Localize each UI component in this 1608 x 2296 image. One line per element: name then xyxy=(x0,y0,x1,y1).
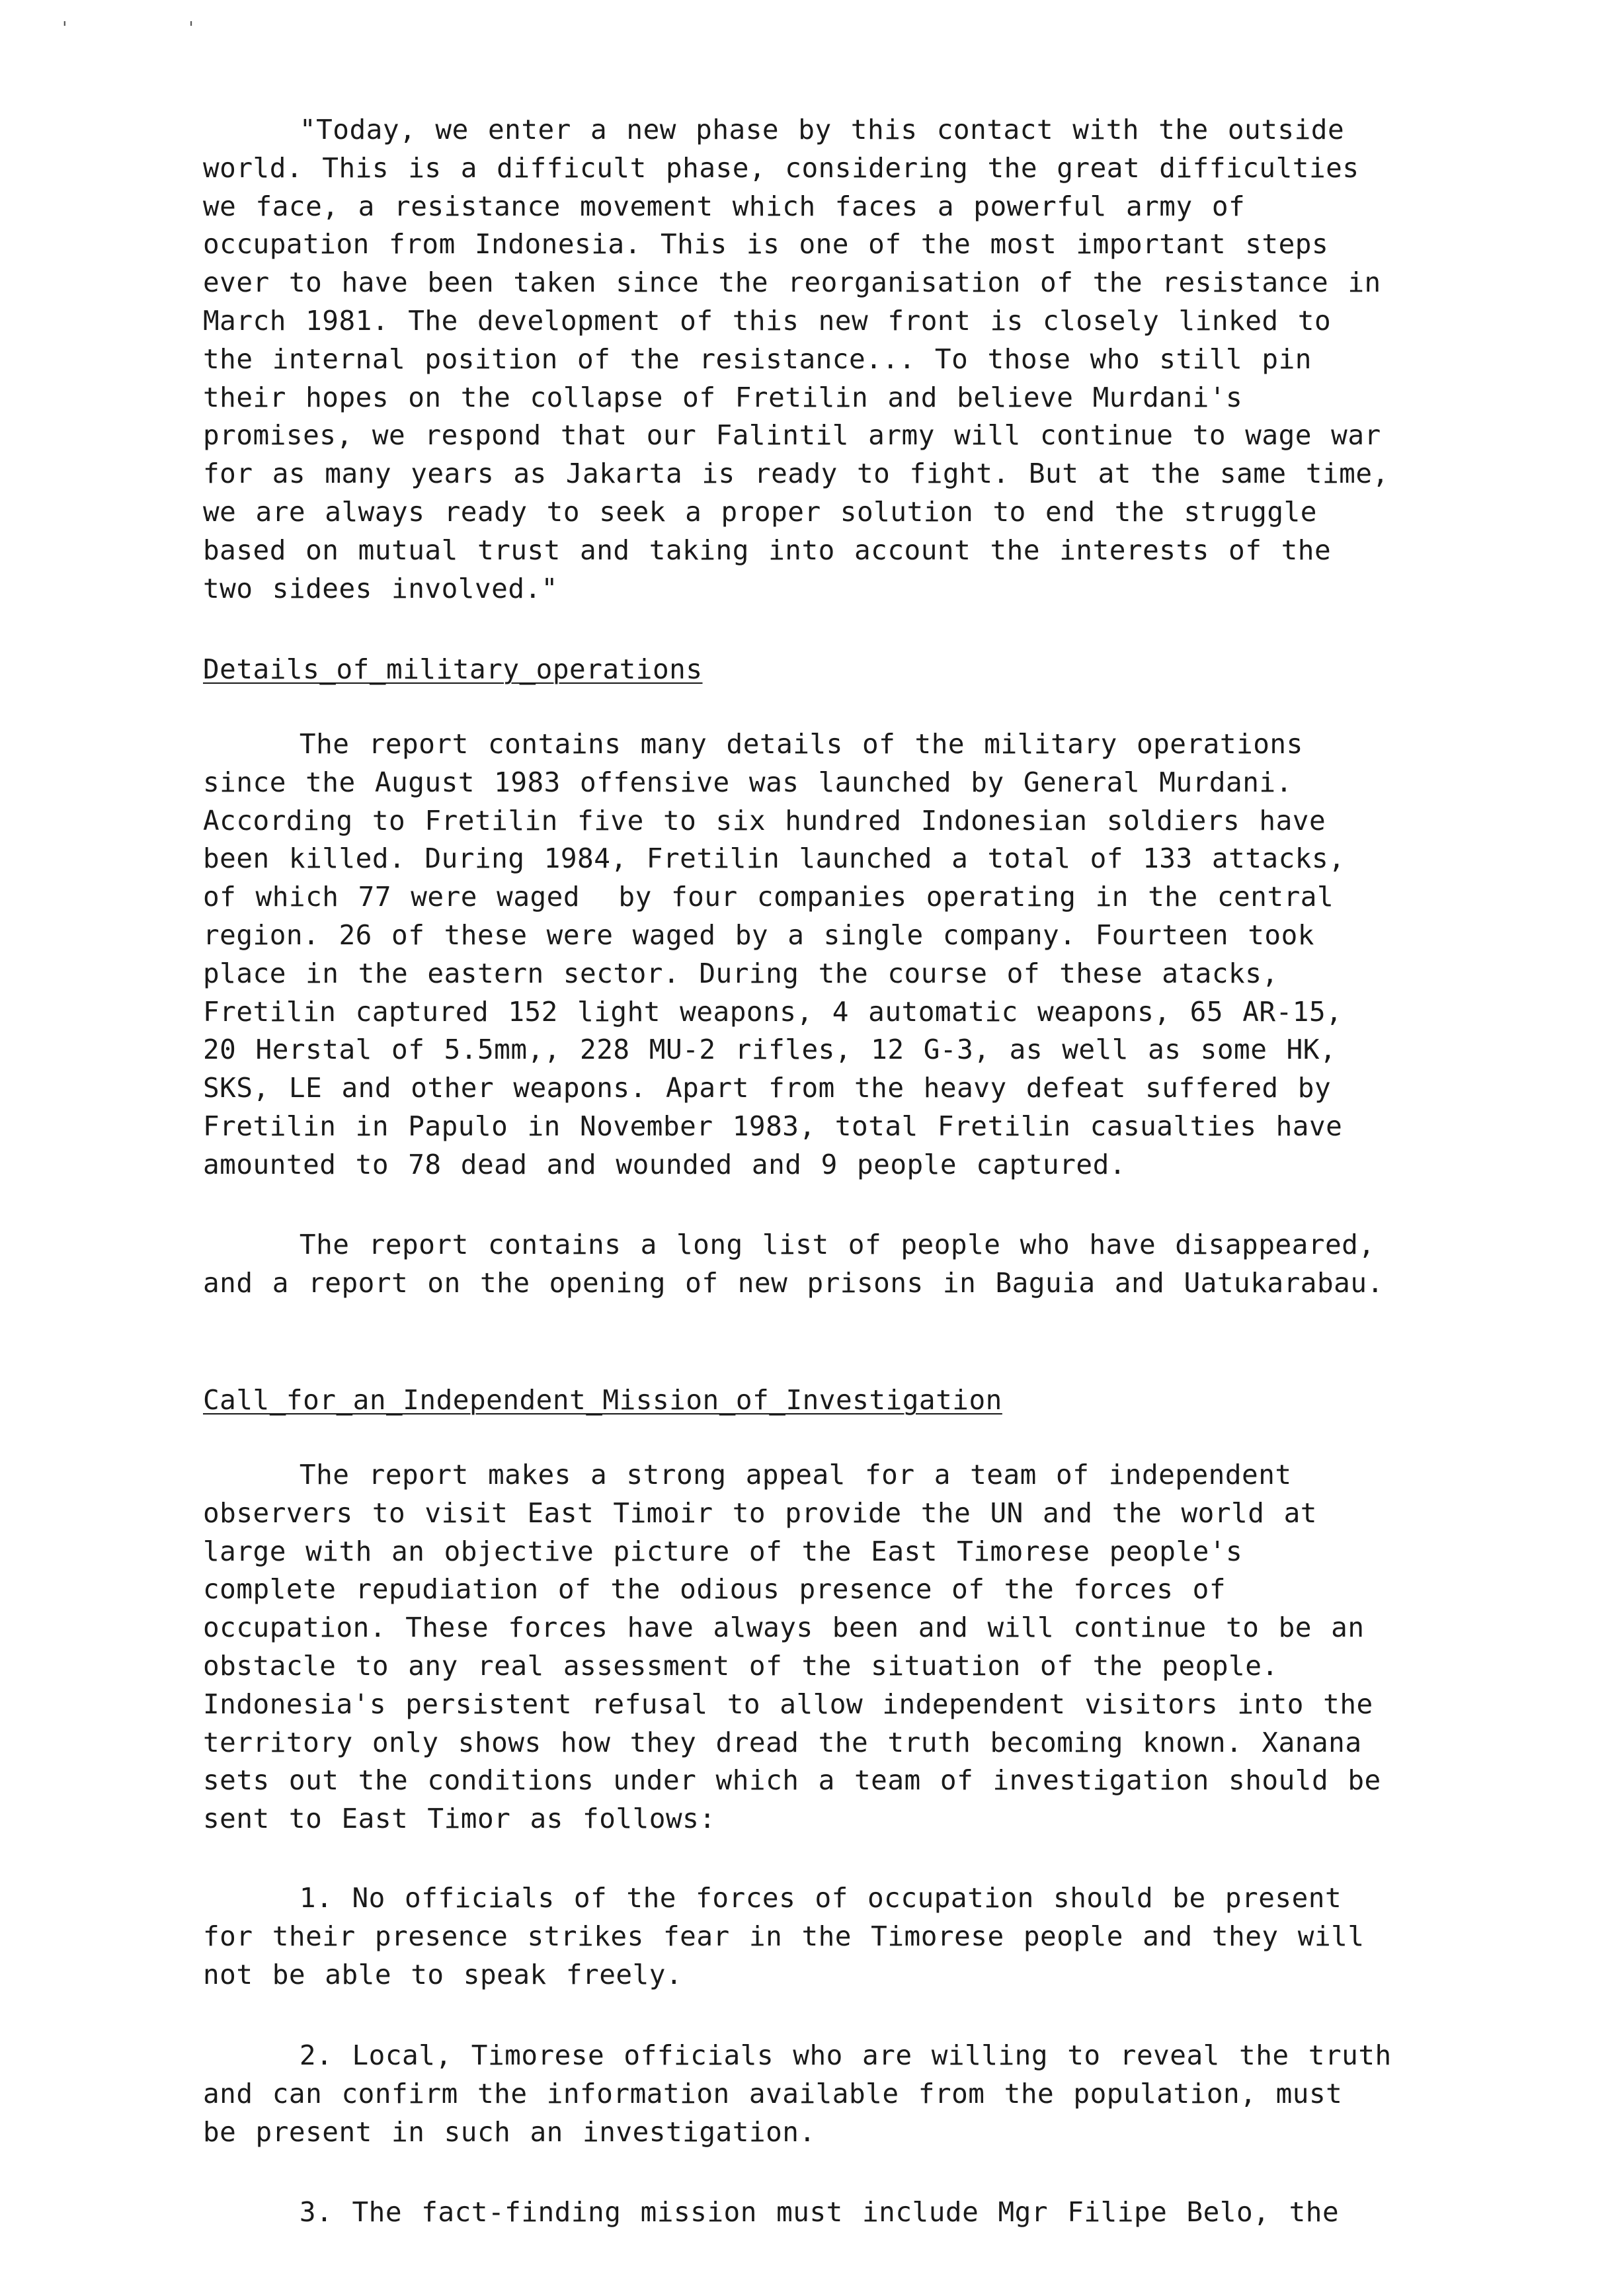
intro-quote-paragraph xyxy=(203,111,1591,608)
text-line: complete repudiation of the odious presence of the forces of xyxy=(203,1573,1226,1606)
text-line: Fretilin in Papulo in November 1983, total Fretilin casualties have xyxy=(203,1110,1343,1142)
text-line: the internal position of the resistance... To those who still pin xyxy=(203,343,1312,375)
text-line: occupation from Indonesia. This is one of the most important steps xyxy=(203,228,1329,261)
text-line: their hopes on the collapse of Fretilin and believe Murdani's xyxy=(203,381,1243,413)
text-line: Indonesia's persistent refusal to allow independent visitors into the xyxy=(203,1688,1373,1720)
text-line: 20 Herstal of 5.5mm,, 228 MU-2 rifles, 12 G-3, as well as some HK, xyxy=(203,1034,1337,1066)
condition-2-paragraph xyxy=(203,2037,1591,2151)
text-line: According to Fretilin five to six hundred Indonesian soldiers have xyxy=(203,804,1326,837)
text-line: sent to East Timor as follows: xyxy=(203,1803,716,1835)
military-operations-paragraph xyxy=(203,725,1591,1184)
text-line: 3. The fact-finding mission must include Mgr Filipe Belo, the xyxy=(203,2196,1340,2228)
text-line: SKS, LE and other weapons. Apart from the heavy defeat suffered by xyxy=(203,1072,1332,1104)
text-line: not be able to speak freely. xyxy=(203,1958,683,1990)
text-line: been killed. During 1984, Fretilin launched a total of 133 attacks, xyxy=(203,842,1346,875)
text-line: amounted to 78 dead and wounded and 9 people captured. xyxy=(203,1148,1126,1180)
text-line: and a report on the opening of new prisons in Baguia and Uatukarabau. xyxy=(203,1266,1384,1299)
text-line: The report contains a long list of people who have disappeared, xyxy=(203,1229,1375,1260)
text-line: March 1981. The development of this new front is closely linked to xyxy=(203,304,1332,337)
text-line: occupation. These forces have always been and will continue to be an xyxy=(203,1612,1365,1644)
text-line: obstacle to any real assessment of the situation of the people. xyxy=(203,1649,1279,1682)
text-line: of which 77 were waged by four companies operating in the central xyxy=(203,881,1334,913)
text-line: large with an objective picture of the East Timorese people's xyxy=(203,1535,1243,1567)
condition-3-paragraph xyxy=(203,2194,1591,2232)
text-line: observers to visit East Timoir to provide the UN and the world at xyxy=(203,1496,1317,1529)
text-line: for their presence strikes fear in the Timorese people and they will xyxy=(203,1920,1365,1952)
heading-call-for-mission: Call_for_an_Independent_Mission_of_Investigation xyxy=(203,1384,1002,1416)
text-line: 2. Local, Timorese officials who are willing to reveal the truth xyxy=(203,2039,1392,2071)
text-line: be present in such an investigation. xyxy=(203,2115,816,2148)
condition-1-paragraph xyxy=(203,1879,1591,1994)
text-line: two sidees involved." xyxy=(203,572,558,604)
text-line: we face, a resistance movement which faces a powerful army of xyxy=(203,190,1246,222)
text-line: territory only shows how they dread the truth becoming known. Xanana xyxy=(203,1726,1362,1758)
text-line: The report contains many details of the military operations xyxy=(203,728,1303,760)
text-line: and can confirm the information available from the population, must xyxy=(203,2077,1343,2110)
text-line: 1. No officials of the forces of occupation should be present xyxy=(203,1882,1342,1914)
heading-military-operations: Details_of_military_operations xyxy=(203,653,703,685)
text-line: based on mutual trust and taking into account the interests of the xyxy=(203,534,1332,566)
text-line: for as many years as Jakarta is ready to fight. But at the same time, xyxy=(203,458,1389,490)
text-line: The report makes a strong appeal for a team of independent xyxy=(203,1459,1292,1491)
text-line: place in the eastern sector. During the course of these atacks, xyxy=(203,957,1279,989)
text-line: ever to have been taken since the reorganisation of the resistance in xyxy=(203,266,1381,299)
text-line: region. 26 of these were waged by a single company. Fourteen took xyxy=(203,919,1314,951)
text-line: we are always ready to seek a proper solution to end the struggle xyxy=(203,495,1317,528)
text-line: Fretilin captured 152 light weapons, 4 automatic weapons, 65 AR-15, xyxy=(203,995,1343,1028)
call-for-mission-paragraph xyxy=(203,1456,1591,1838)
scan-specks: ' ' xyxy=(60,19,249,38)
disappeared-paragraph xyxy=(203,1226,1591,1303)
text-line: sets out the conditions under which a team of investigation should be xyxy=(203,1764,1381,1797)
text-line: world. This is a difficult phase, considering the great difficulties xyxy=(203,151,1359,184)
text-line: promises, we respond that our Falintil army will continue to wage war xyxy=(203,419,1381,452)
text-line: since the August 1983 offensive was launched by General Murdani. xyxy=(203,766,1293,798)
text-line: "Today, we enter a new phase by this contact with the outside xyxy=(203,114,1345,145)
